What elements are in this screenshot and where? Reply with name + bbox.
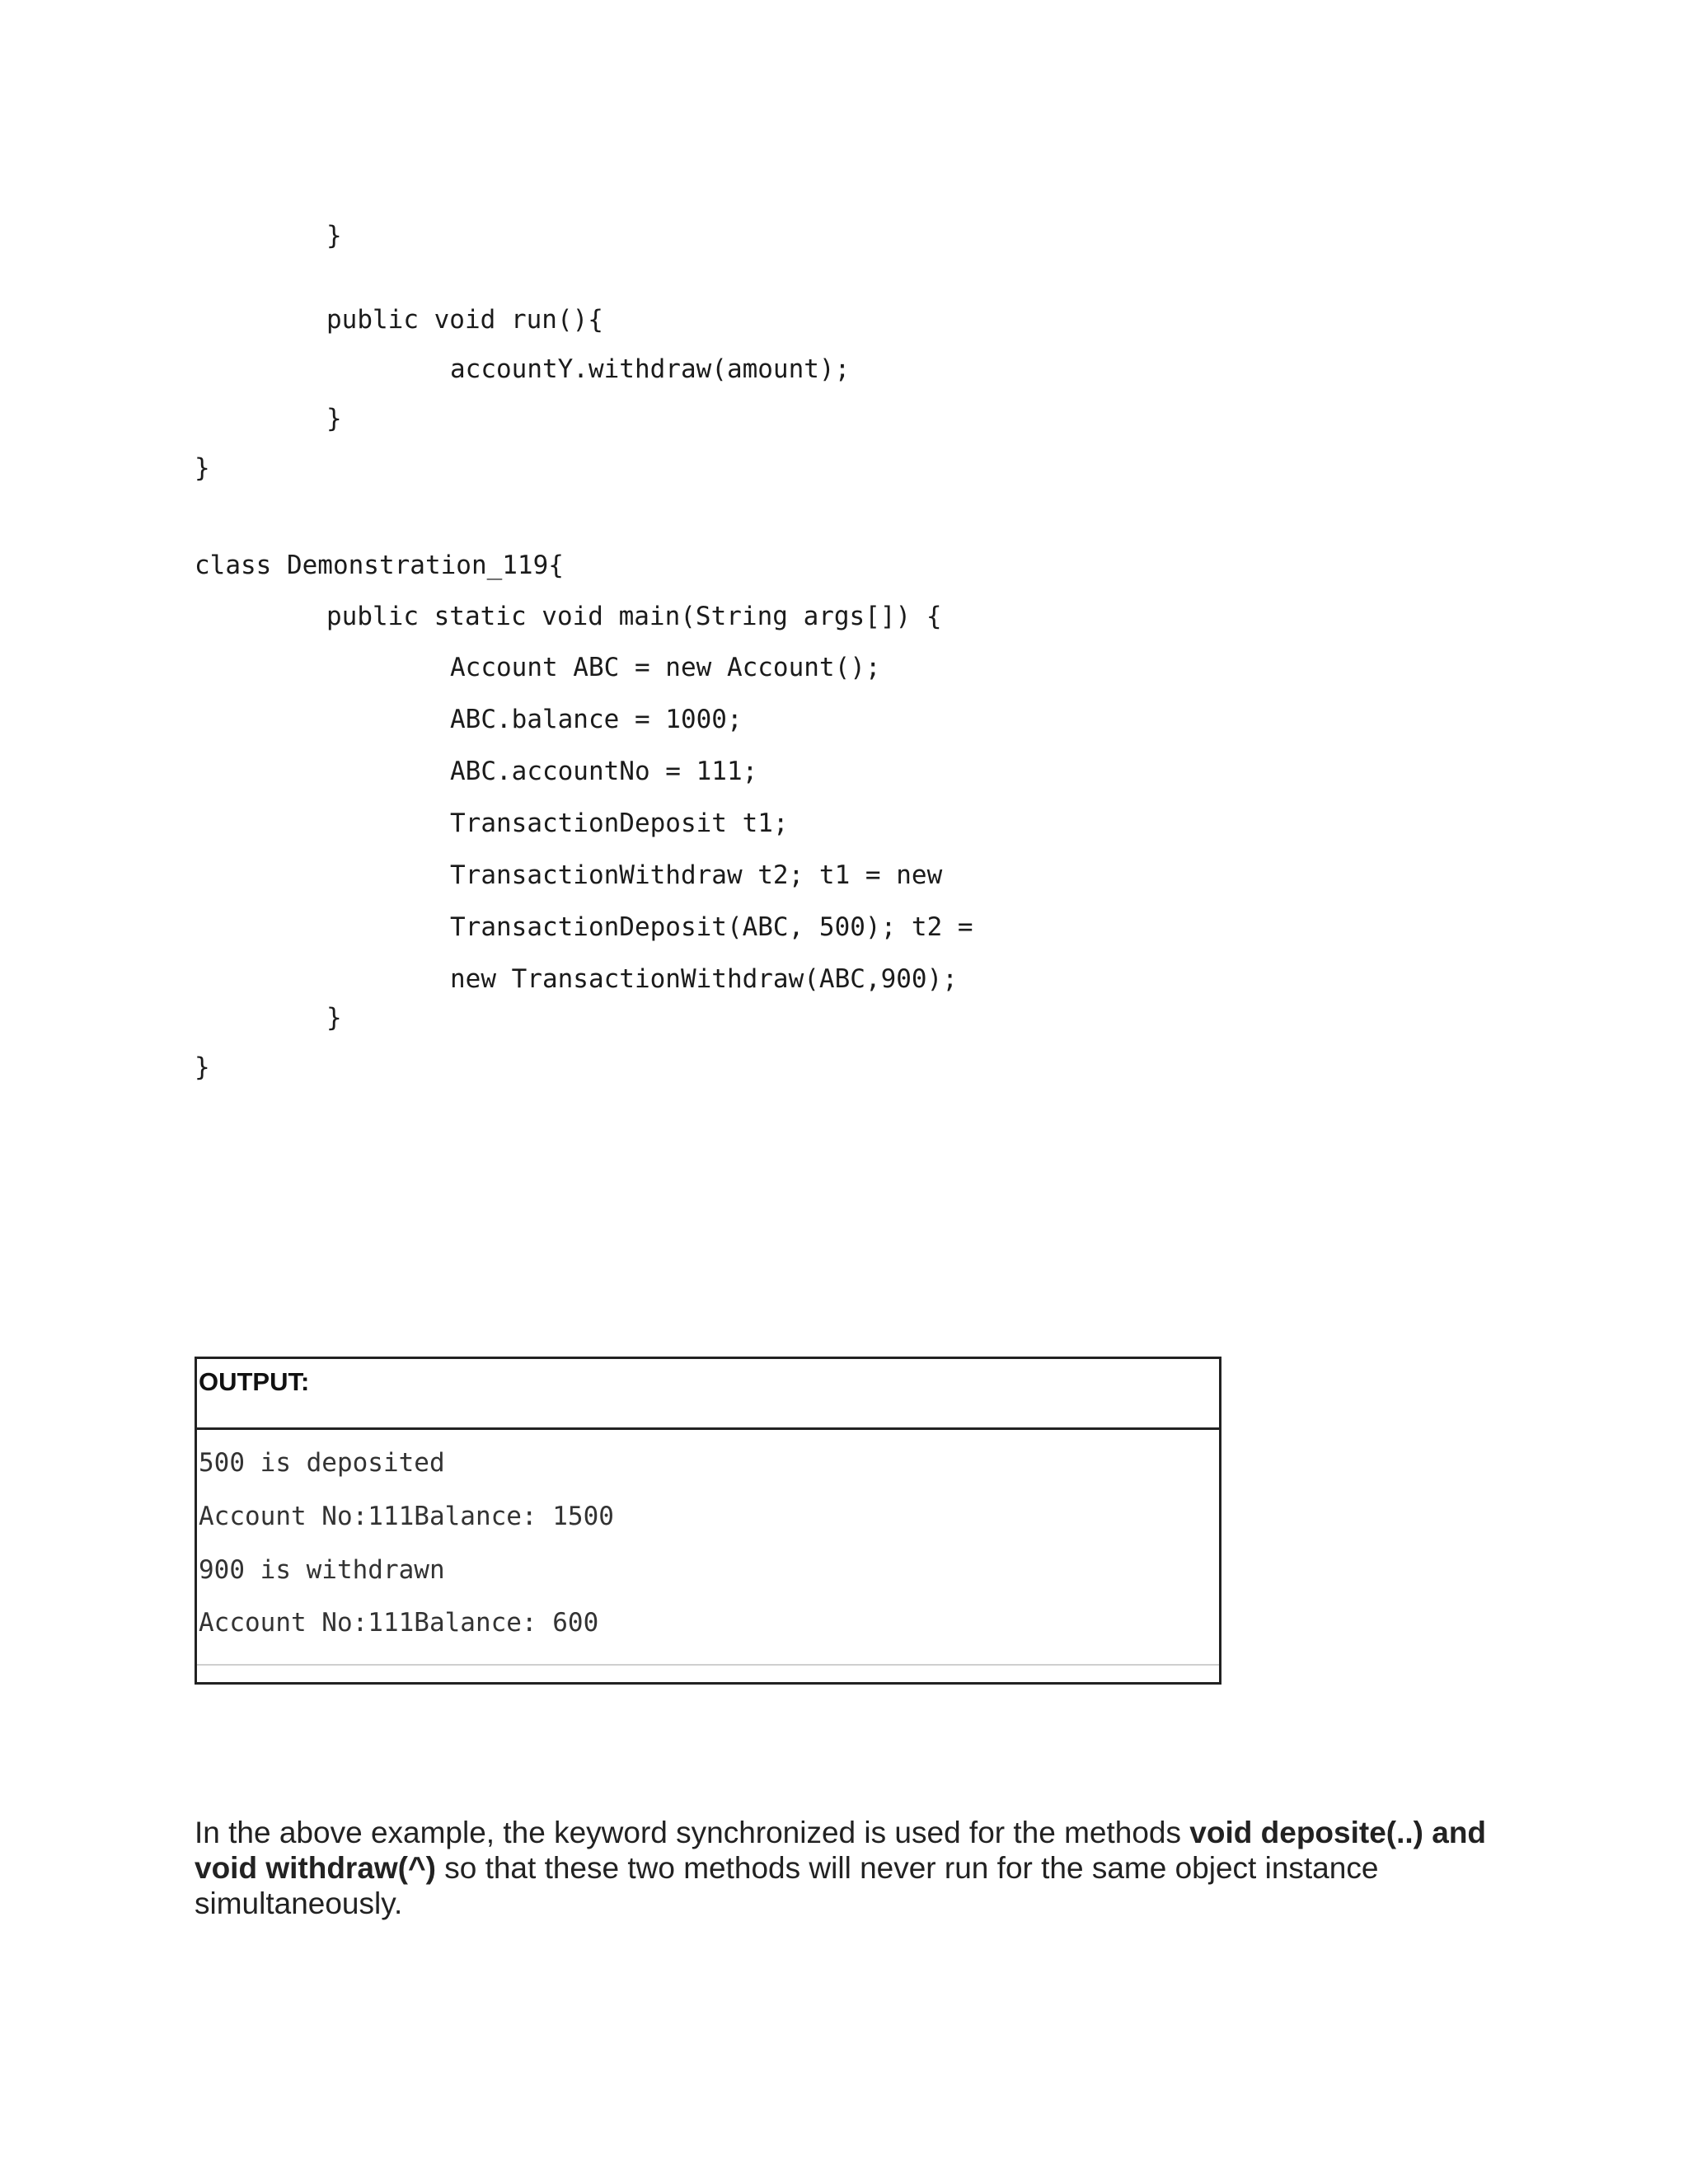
paragraph-text: In the above example, the keyword synchronized is used for the methods [195, 1816, 1190, 1849]
output-line: Account No:111Balance: 1500 [199, 1502, 614, 1531]
code-line: } [326, 404, 342, 434]
code-line: public void run(){ [326, 305, 603, 335]
output-header [197, 1359, 1219, 1430]
code-line: class Demonstration_119{ [195, 551, 564, 580]
code-line: new TransactionWithdraw(ABC,900); [450, 964, 958, 994]
explanation-paragraph [195, 1815, 1497, 1921]
code-line: } [195, 453, 210, 483]
code-line: TransactionWithdraw t2; t1 = new [450, 860, 943, 890]
code-line: TransactionDeposit(ABC, 500); t2 = [450, 912, 973, 942]
output-divider [197, 1664, 1219, 1666]
code-line: } [195, 1052, 210, 1082]
code-line: } [326, 221, 342, 251]
output-line: Account No:111Balance: 600 [199, 1608, 599, 1638]
code-line: ABC.balance = 1000; [450, 705, 743, 734]
code-line: public static void main(String args[]) { [326, 602, 942, 631]
code-line: Account ABC = new Account(); [450, 653, 881, 682]
code-line: } [326, 1003, 342, 1033]
output-title: OUTPUT: [199, 1367, 310, 1396]
output-box [195, 1357, 1221, 1685]
paragraph-text: so that these two methods will never run for the same object instance simultaneously. [195, 1851, 1379, 1920]
code-line: TransactionDeposit t1; [450, 808, 789, 838]
paragraph-bold-text: void deposite(..) and void withdraw(^) [195, 1816, 1487, 1885]
code-line: ABC.accountNo = 111; [450, 757, 758, 786]
code-line: accountY.withdraw(amount); [450, 354, 851, 384]
output-line: 500 is deposited [199, 1448, 445, 1478]
output-line: 900 is withdrawn [199, 1555, 445, 1585]
